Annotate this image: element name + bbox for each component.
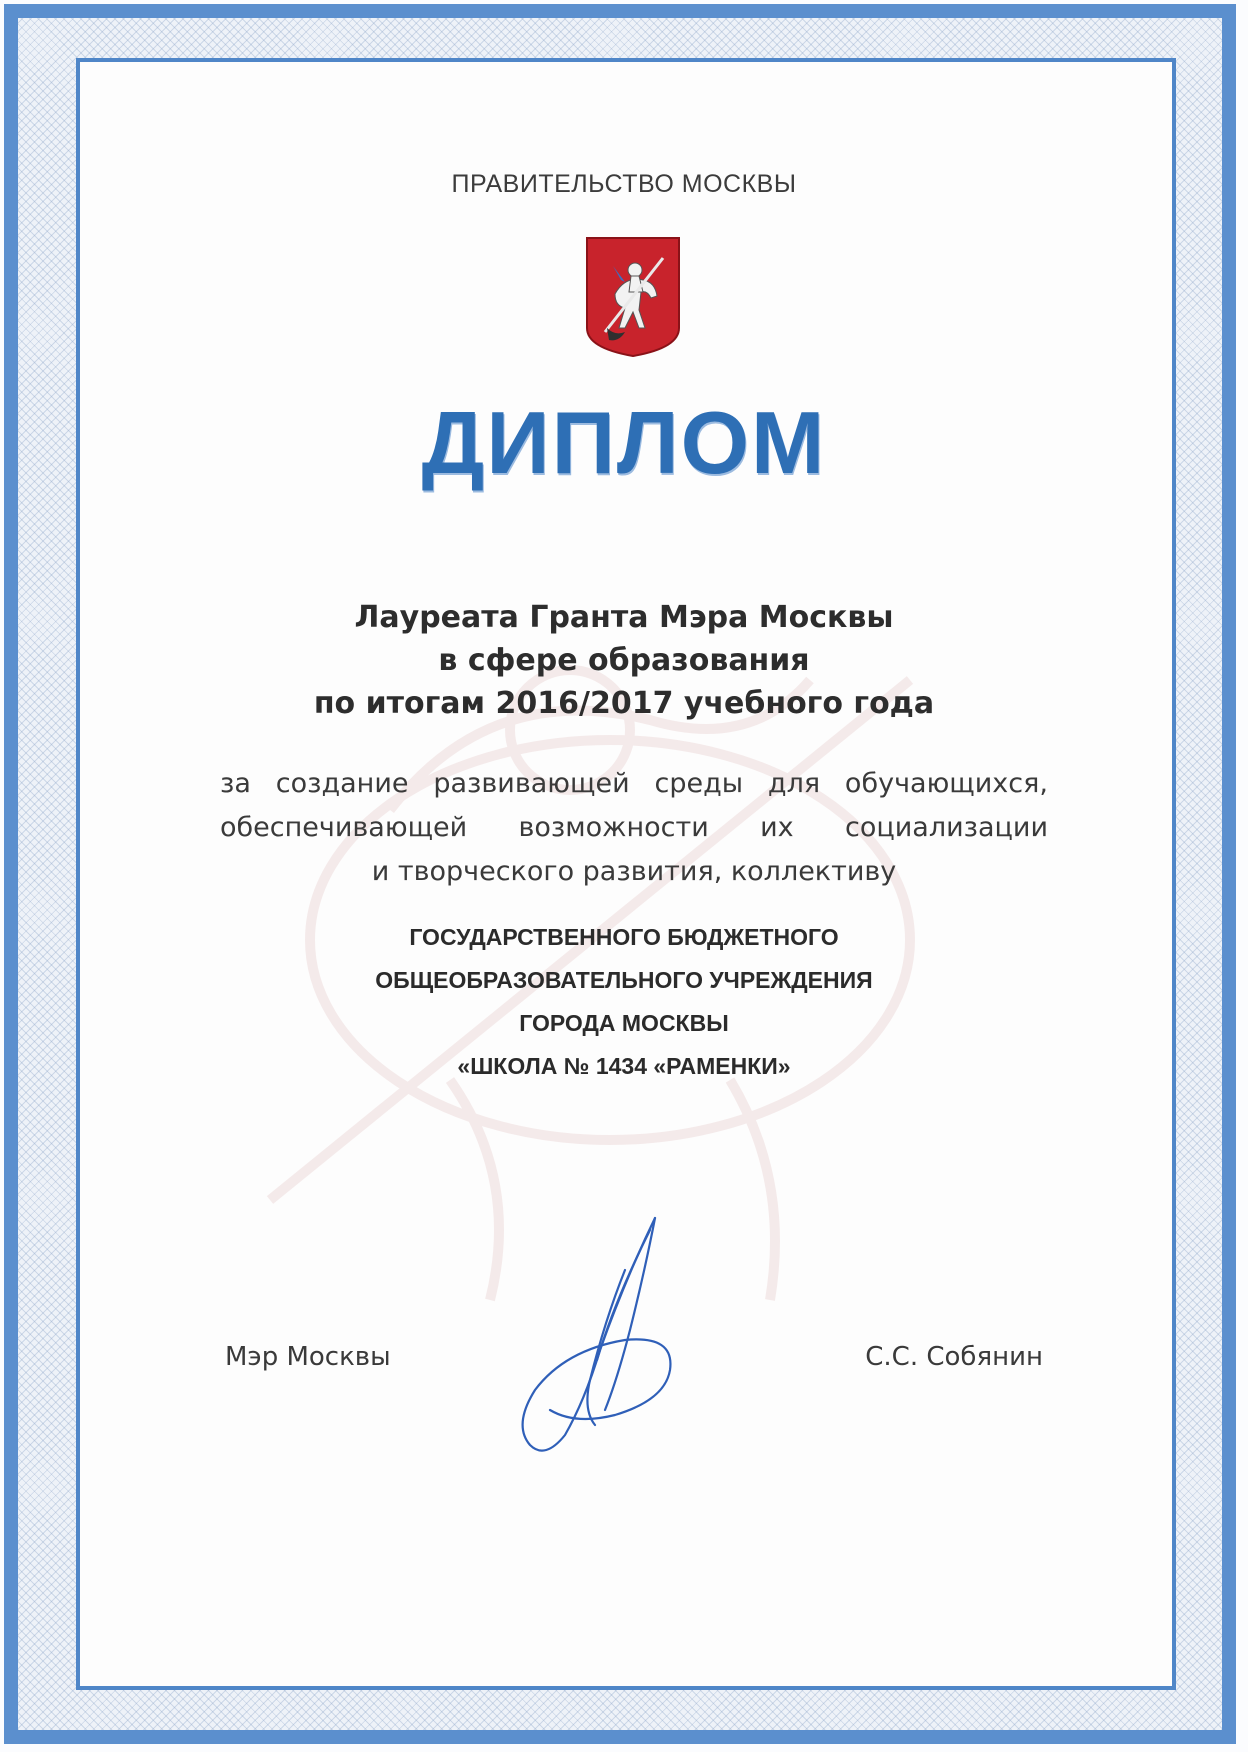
laureate-line: Лауреата Гранта Мэра Москвы <box>354 600 894 635</box>
organization-block <box>0 916 1248 1088</box>
reason-line-2 <box>220 806 1048 850</box>
laureate-block <box>0 596 1248 725</box>
reason-word: создание <box>275 768 409 799</box>
laureate-line: по итогам 2016/2017 учебного года <box>313 686 935 721</box>
reason-word: для <box>767 768 821 799</box>
reason-line-1 <box>220 762 1048 806</box>
reason-word: социализации <box>844 812 1048 843</box>
issuer-heading: ПРАВИТЕЛЬСТВО МОСКВЫ <box>451 170 797 198</box>
reason-word: их <box>760 812 794 843</box>
reason-word: обеспечивающей <box>220 812 468 843</box>
signatory-name: С.С. Собянин <box>865 1342 1043 1372</box>
reason-word: за <box>220 768 251 799</box>
organization-line: «ШКОЛА № 1434 «РАМЕНКИ» <box>457 1053 791 1079</box>
diploma-title: ДИПЛОМ <box>421 393 827 492</box>
reason-word: обучающихся, <box>844 768 1048 799</box>
award-reason <box>220 762 1048 894</box>
signatory-position: Мэр Москвы <box>225 1342 391 1372</box>
reason-line-3: и творческого развития, коллективу <box>371 856 897 887</box>
reason-word: среды <box>654 768 744 799</box>
signature-icon <box>505 1210 685 1460</box>
reason-word: развивающей <box>433 768 630 799</box>
reason-word: возможности <box>518 812 709 843</box>
laureate-line: в сфере образования <box>438 643 810 678</box>
organization-line: ГОРОДА МОСКВЫ <box>519 1010 729 1036</box>
organization-line: ОБЩЕОБРАЗОВАТЕЛЬНОГО УЧРЕЖДЕНИЯ <box>375 967 873 993</box>
moscow-coat-of-arms-icon <box>585 236 681 358</box>
organization-line: ГОСУДАРСТВЕННОГО БЮДЖЕТНОГО <box>409 924 839 950</box>
